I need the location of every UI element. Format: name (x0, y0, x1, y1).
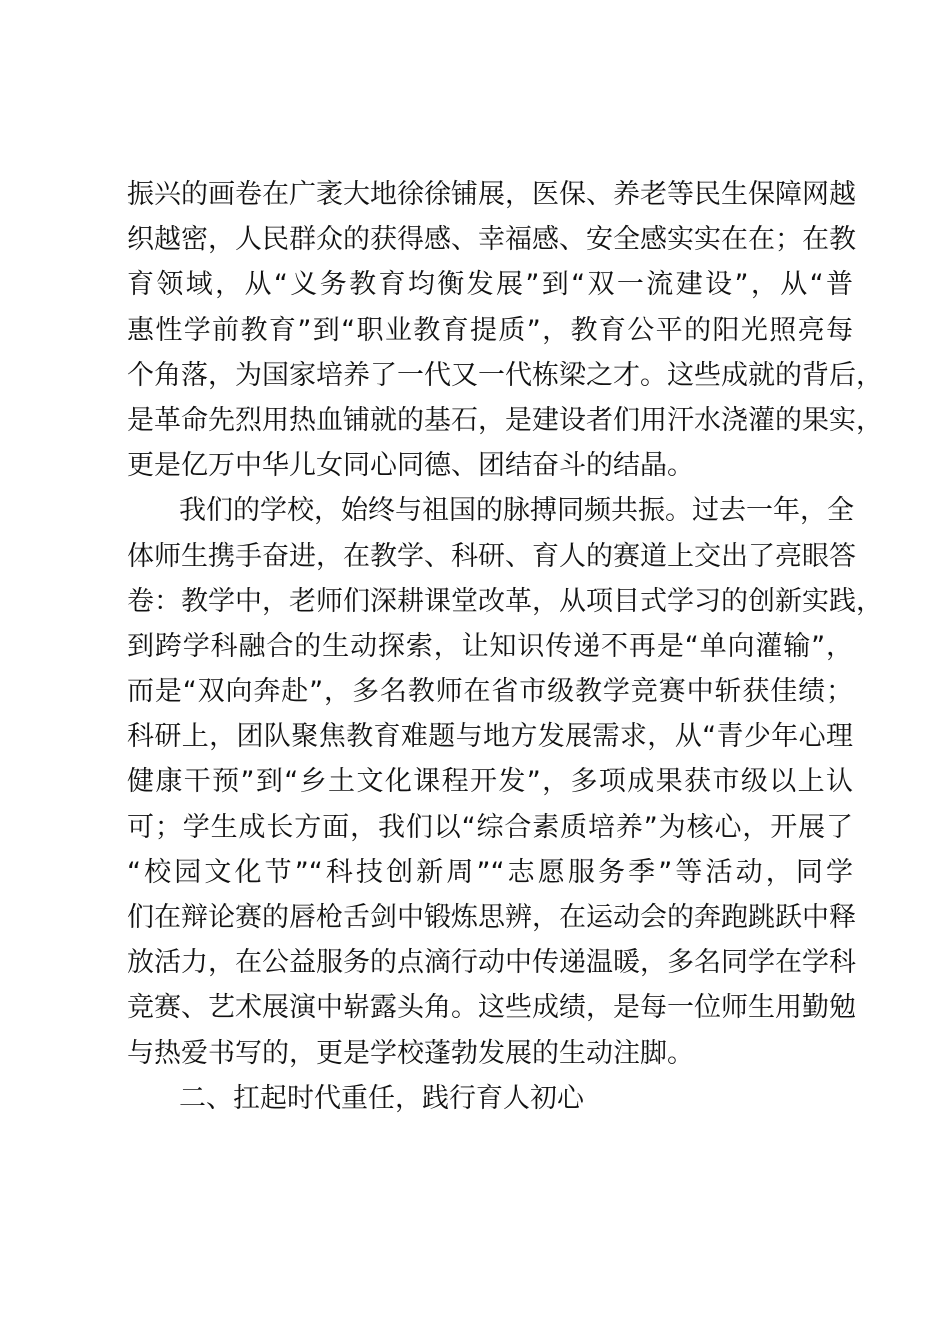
paragraph-line: 与热爱书写的，更是学校蓬勃发展的生动注脚。 (127, 1037, 694, 1069)
paragraph-line: 卷：教学中，老师们深耕课堂改革，从项目式学习的创新实践， (127, 585, 883, 617)
paragraph-2 (127, 488, 883, 1075)
paragraph-1 (127, 172, 883, 488)
paragraph-line: 到跨学科融合的生动探索，让知识传递不再是“单向灌输”， (127, 630, 853, 662)
paragraph-line: 健康干预”到“乡土文化课程开发”，多项成果获市级以上认 (127, 766, 853, 798)
paragraph-line: 是革命先烈用热血铺就的基石，是建设者们用汗水浇灌的果实， (127, 404, 883, 436)
paragraph-line: 更是亿万中华儿女同心同德、团结奋斗的结晶。 (127, 450, 694, 482)
paragraph-line: 体师生携手奋进，在教学、科研、育人的赛道上交出了亮眼答 (127, 540, 856, 572)
paragraph-line: 育领域，从“义务教育均衡发展”到“双一流建设”，从“普 (127, 269, 853, 301)
paragraph-line: 织越密，人民群众的获得感、幸福感、安全感实实在在；在教 (127, 224, 856, 256)
paragraph-line: 可；学生成长方面，我们以“综合素质培养”为核心，开展了 (127, 811, 853, 843)
paragraph-line: 们在辩论赛的唇枪舌剑中锻炼思辨，在运动会的奔跑跳跃中释 (127, 902, 856, 933)
paragraph-line: 科研上，团队聚焦教育难题与地方发展需求，从“青少年心理 (127, 721, 853, 753)
paragraph-line: 惠性学前教育”到“职业教育提质”，教育公平的阳光照亮每 (127, 314, 853, 346)
paragraph-line: “校园文化节”“科技创新周”“志愿服务季”等活动，同学 (127, 856, 853, 888)
document-body (127, 172, 883, 1121)
paragraph-line: 振兴的画卷在广袤大地徐徐铺展，医保、养老等民生保障网越 (127, 179, 856, 210)
paragraph-line: 竞赛、艺术展演中崭露头角。这些成绩，是每一位师生用勤勉 (127, 992, 856, 1024)
paragraph-line: 个角落，为国家培养了一代又一代栋梁之才。这些成就的背后， (127, 359, 883, 391)
paragraph-line: 我们的学校，始终与祖国的脉搏同频共振。过去一年，全 (179, 495, 854, 527)
paragraph-line: 放活力，在公益服务的点滴行动中传递温暖，多名同学在学科 (127, 947, 856, 979)
paragraph-line: 而是“双向奔赴”，多名教师在省市级教学竞赛中斩获佳绩； (127, 676, 853, 708)
section-heading: 二、扛起时代重任，践行育人初心 (179, 1082, 584, 1114)
